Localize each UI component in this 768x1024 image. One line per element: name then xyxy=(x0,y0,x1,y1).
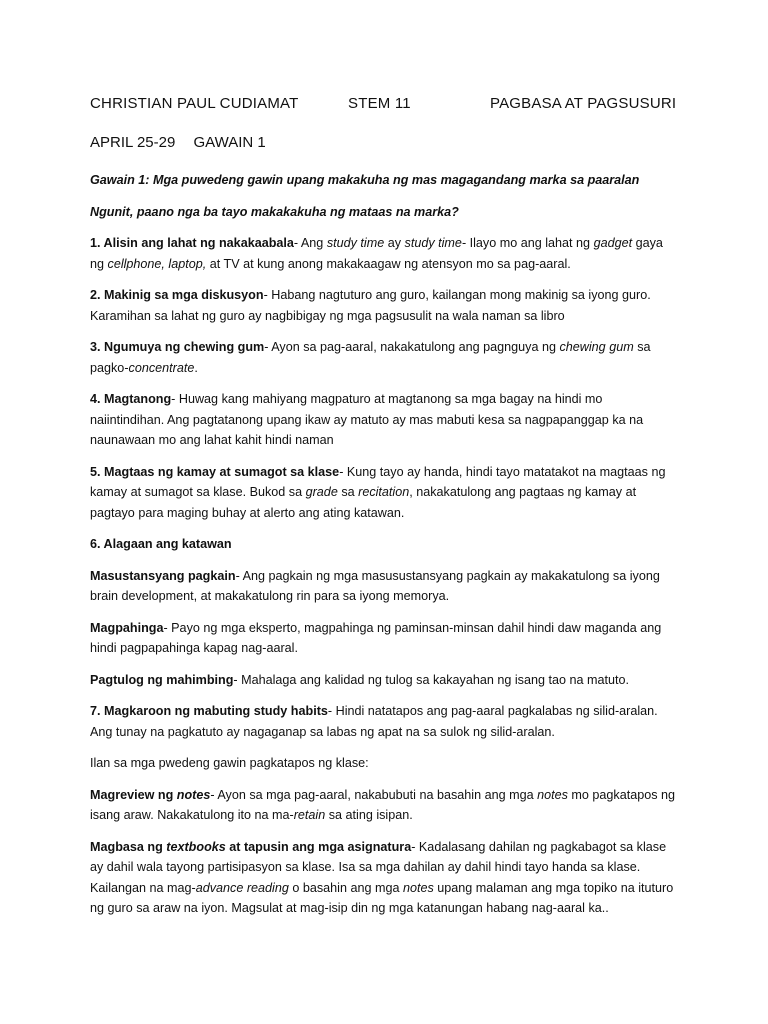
tip-heading: 3. Ngumuya ng chewing gum xyxy=(90,340,265,354)
tip-heading: Magreview ng notes xyxy=(90,787,211,802)
tip-7: 7. Magkaroon ng mabuting study habits- Hindi natatapos ang pag-aaral pagkalabas ng silid-aralan. Ang tunay na pagkatuto ay nagaganap sa labas ng apat na sa sulok ng silid-aralan. xyxy=(90,704,658,739)
document-body xyxy=(90,170,680,930)
tip-2: 2. Makinig sa mga diskusyon- Habang nagtuturo ang guro, kailangan mong makinig sa iyong guro. Karamihan sa lahat ng guro ay nagbibigay ng mga pagsusulit na wala naman sa libro xyxy=(90,288,651,323)
tip-heading: Pagtulog ng mahimbing xyxy=(90,672,234,687)
after-class-intro: Ilan sa mga pwedeng gawin pagkatapos ng klase: xyxy=(90,756,369,770)
guiding-question: Ngunit, paano nga ba tayo makakakuha ng mataas na marka? xyxy=(90,204,459,219)
tip-6 xyxy=(90,534,680,555)
student-name: CHRISTIAN PAUL CUDIAMAT xyxy=(90,95,299,112)
tip-4: 4. Magtanong- Huwag kang mahiyang magpaturo at magtanong sa mga bagay na hindi mo naiintindihan. Ang pagtatanong upang ikaw ay matuto ay mas mabuti kesa sa nagpapanggap ka na naunawaan mo ang lahat kahit hindi naman xyxy=(90,392,644,447)
subject-label: PAGBASA AT PAGSUSURI xyxy=(490,95,677,112)
date-line xyxy=(90,134,266,151)
subtip-food: Masustansyang pagkain- Ang pagkain ng mga masusustansyang pagkain ay makakatulong sa iyong brain development, at makakatulong rin para sa iyong memorya. xyxy=(90,568,660,603)
subtip-sleep: Pagtulog ng mahimbing- Mahalaga ang kalidad ng tulog sa kakayahan ng isang tao na matuto. xyxy=(90,672,629,687)
section-label: STEM 11 xyxy=(348,95,411,112)
tip-heading: 6. Alagaan ang katawan xyxy=(90,537,232,551)
activity-title: Gawain 1: Mga puwedeng gawin upang makakuha ng mas magagandang marka sa paaralan xyxy=(90,173,640,187)
tip-heading: 1. Alisin ang lahat ng nakakaabala xyxy=(90,236,294,250)
tip-heading: Magpahinga xyxy=(90,620,164,635)
date-label: APRIL 25-29 xyxy=(90,134,176,151)
tip-heading: 4. Magtanong xyxy=(90,392,172,406)
subtip-rest: Magpahinga- Payo ng mga eksperto, magpahinga ng paminsan-minsan dahil hindi daw maganda ang hindi pagpapahinga kapag nag-aaral. xyxy=(90,620,662,655)
subtip-read-textbooks: Magbasa ng textbooks at tapusin ang mga asignatura- Kadalasang dahilan ng pagkabagot sa klase ay dahil wala tayong partisipasyon sa klase. Isa sa mga dahilan ay dahil hindi tayo handa sa klase. Kailangan na mag-advance reading o basahin ang mga notes upang malaman ang mga topiko na ituturo ng guro sa araw na iyon. Magsulat at mag-isip din ng mga katanungan habang nag-aaral ka.. xyxy=(90,839,674,915)
tip-1: 1. Alisin ang lahat ng nakakaabala- Ang study time ay study time- Ilayo mo ang lahat ng gadget gaya ng cellphone, laptop, at TV at kung anong makakaagaw ng atensyon mo sa pag-aaral. xyxy=(90,236,663,271)
tip-heading: Magbasa ng textbooks at tapusin ang mga asignatura xyxy=(90,839,412,854)
activity-label: GAWAIN 1 xyxy=(193,134,266,151)
tip-heading: Masustansyang pagkain xyxy=(90,568,236,583)
tip-3: 3. Ngumuya ng chewing gum- Ayon sa pag-aaral, nakakatulong ang pagnguya ng chewing gum sa pagko-concentrate. xyxy=(90,340,651,375)
subtip-review-notes: Magreview ng notes- Ayon sa mga pag-aaral, nakabubuti na basahin ang mga notes mo pagkatapos ng isang araw. Nakakatulong ito na ma-retain sa ating isipan. xyxy=(90,787,676,822)
tip-heading: 2. Makinig sa mga diskusyon xyxy=(90,288,264,302)
tip-heading: 7. Magkaroon ng mabuting study habits xyxy=(90,704,328,718)
tip-heading: 5. Magtaas ng kamay at sumagot sa klase xyxy=(90,464,340,479)
tip-5: 5. Magtaas ng kamay at sumagot sa klase- Kung tayo ay handa, hindi tayo matatakot na magtaas ng kamay at sumagot sa klase. Bukod sa grade sa recitation, nakakatulong ang pagtaas ng kamay at pagtayo para maging buhay at alerto ang ating katawan. xyxy=(90,464,666,520)
